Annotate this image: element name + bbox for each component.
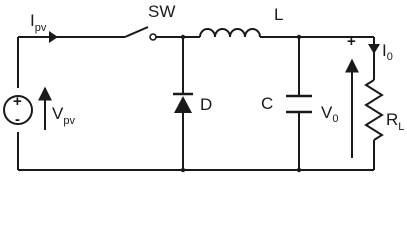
- ipv-label: $I_{pv}$: [30, 11, 47, 34]
- junction-dot: [181, 168, 185, 172]
- inductor-label: L: [274, 5, 284, 24]
- capacitor-label: C: [261, 94, 274, 113]
- io-label: $I_0$: [382, 41, 393, 63]
- io-arrow-icon: [368, 44, 380, 54]
- junction-dots: [181, 35, 301, 172]
- source-plus-sign: +: [13, 93, 22, 110]
- capacitor-symbol: [286, 96, 312, 112]
- switch-label: SW: [148, 2, 176, 21]
- switch-blade: [125, 27, 148, 37]
- vpv-label: $V_{pv}$: [52, 104, 75, 127]
- diode-symbol: [173, 94, 193, 113]
- junction-dot: [297, 35, 301, 39]
- inductor-symbol: [200, 29, 260, 37]
- ipv-arrow-icon: [49, 31, 58, 43]
- vo-label: $V_0$: [321, 103, 339, 125]
- diode-label: D: [200, 95, 213, 114]
- switch-contact: [150, 34, 156, 40]
- vo-plus-sign: +: [347, 33, 356, 50]
- junction-dot: [181, 35, 185, 39]
- switch-symbol: [125, 27, 156, 40]
- diode-triangle: [174, 96, 192, 113]
- junction-dot: [297, 168, 301, 172]
- resistor-symbol: [366, 80, 382, 140]
- source-minus-sign: -: [15, 111, 20, 128]
- load-label: $R_L$: [386, 110, 405, 133]
- vo-minus-sign: -: [349, 161, 354, 178]
